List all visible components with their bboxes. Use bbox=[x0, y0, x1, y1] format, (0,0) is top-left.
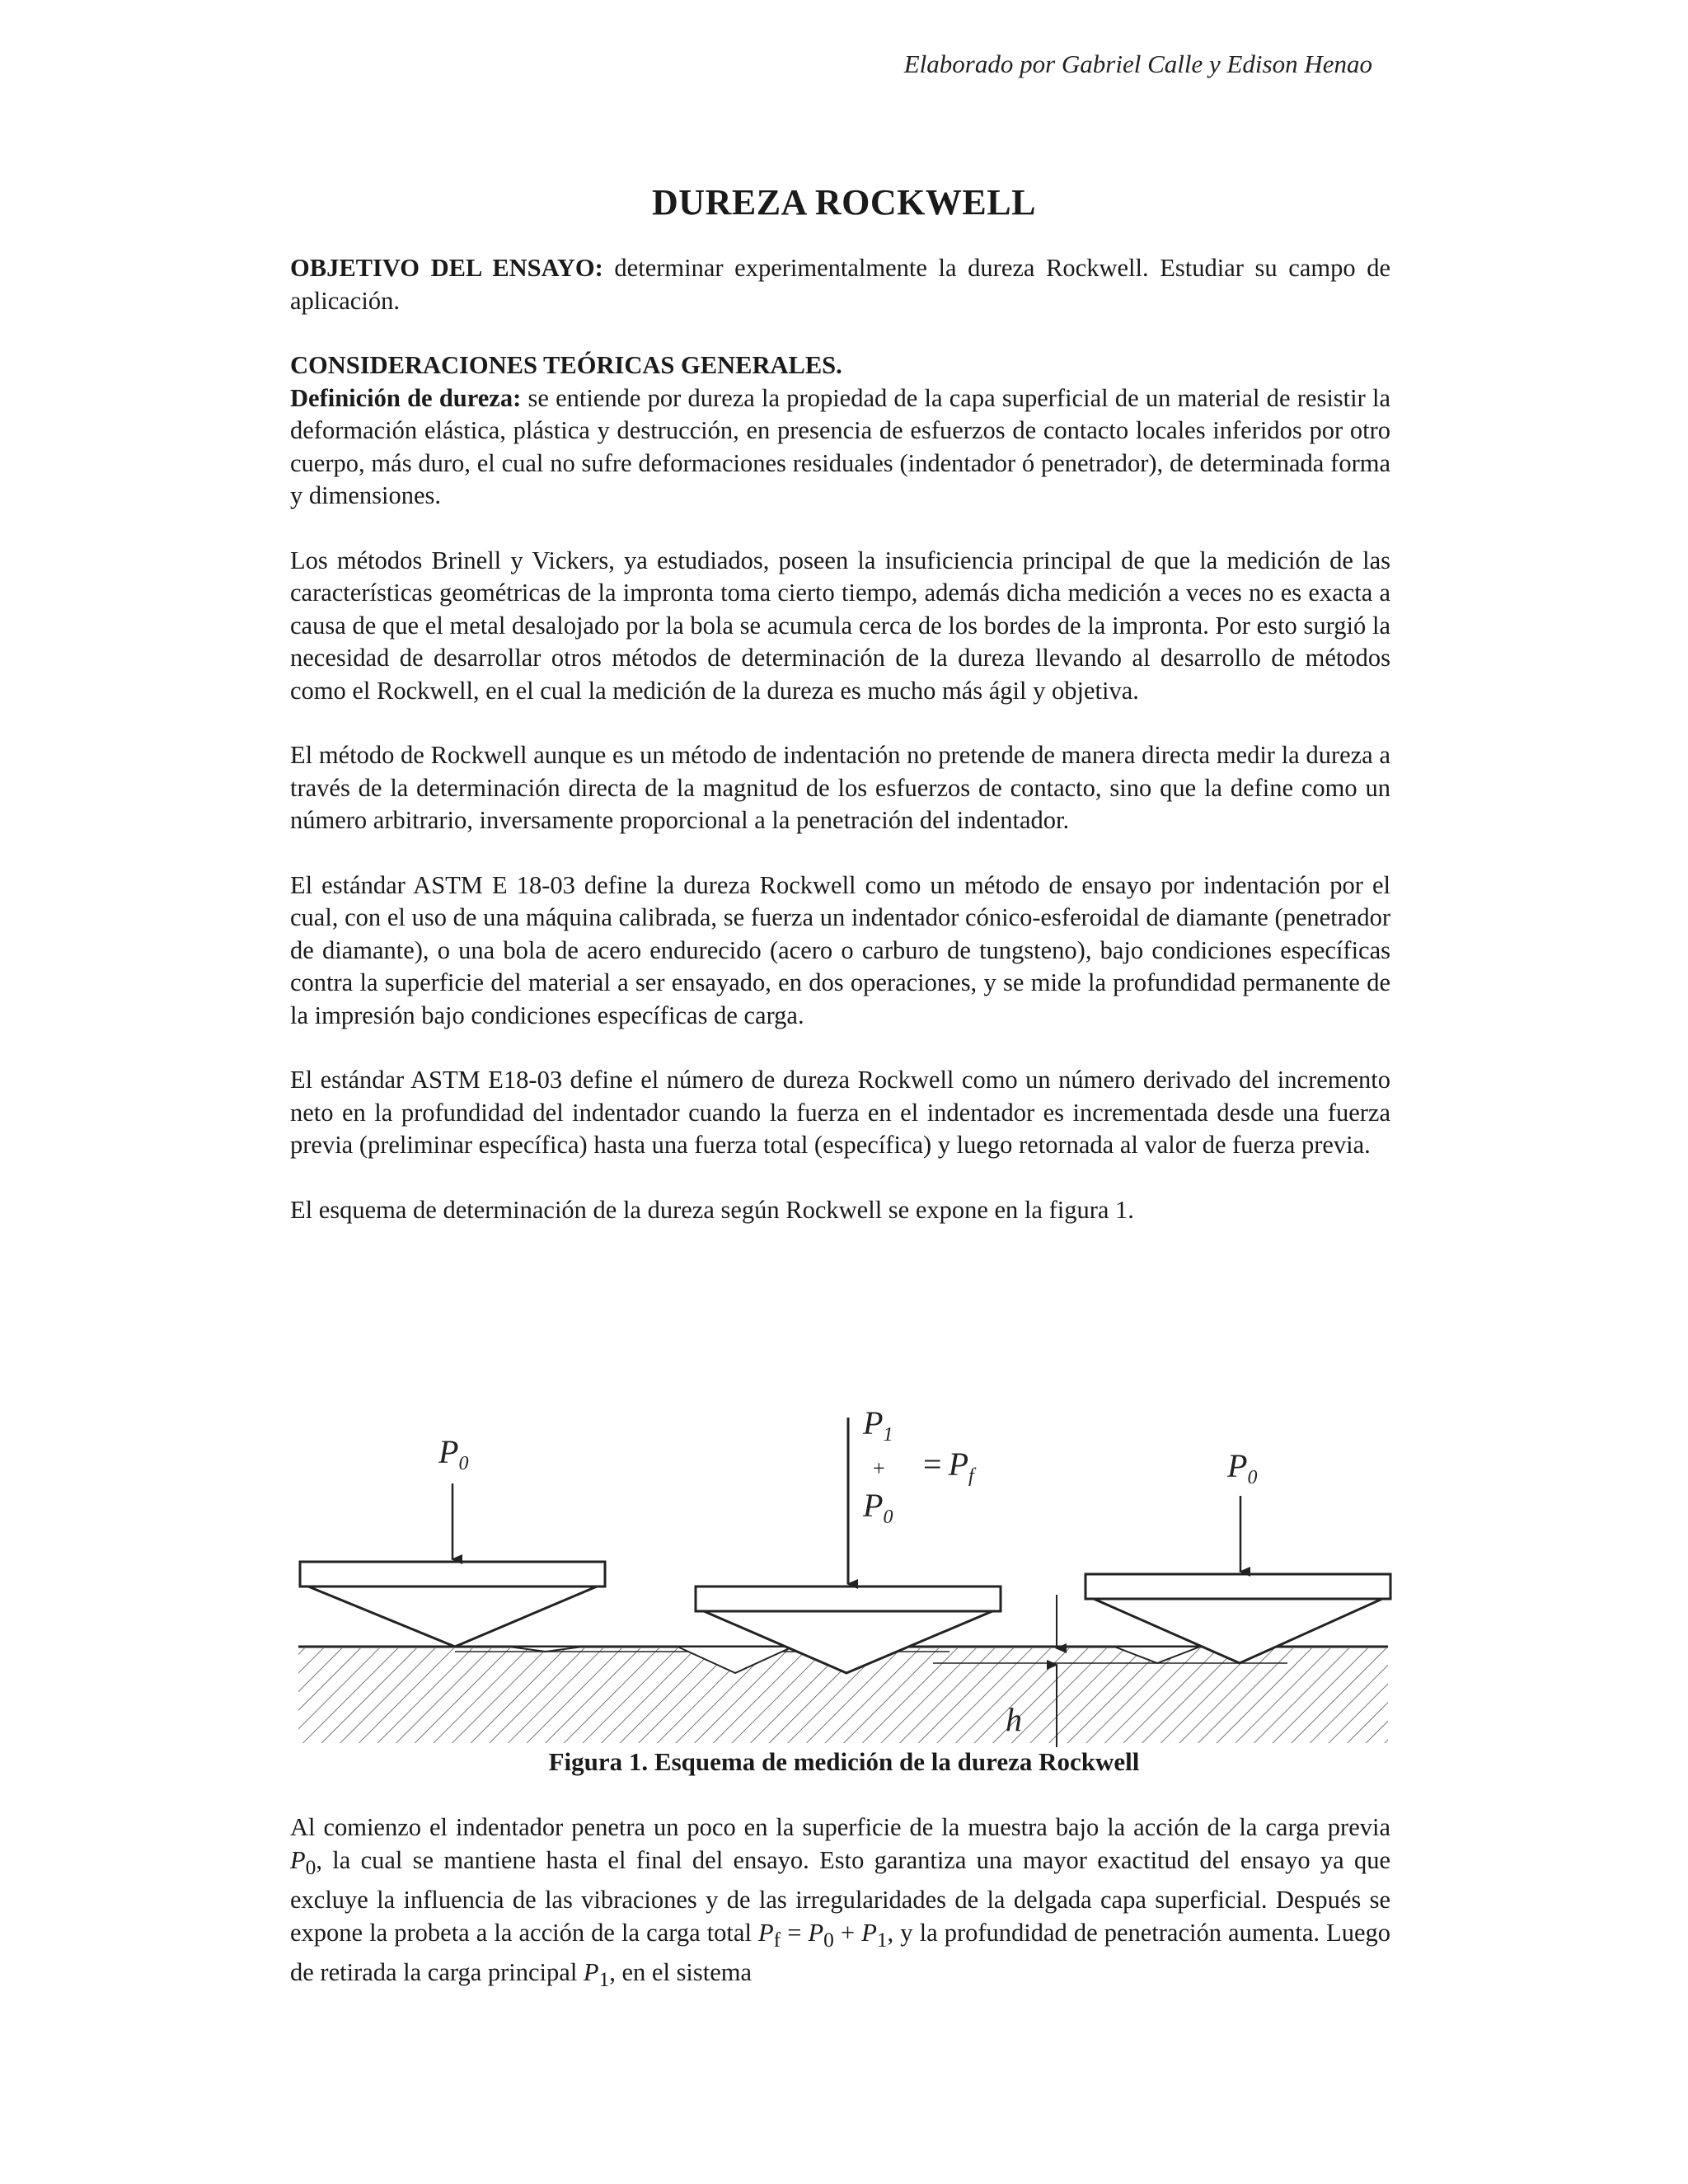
body-text-continued bbox=[290, 1811, 1390, 1997]
indenter-3-plate bbox=[1085, 1574, 1390, 1599]
indenter-2-plate bbox=[696, 1586, 1001, 1611]
label-pf: = $P_f$ bbox=[923, 1446, 974, 1487]
paragraph: El esquema de determinación de la dureza según Rockwell se expone en la figura 1. bbox=[290, 1195, 1134, 1224]
definition-label: Definición de dureza: bbox=[290, 383, 522, 412]
label-h: h bbox=[1006, 1701, 1022, 1738]
objective-paragraph bbox=[290, 252, 1390, 317]
label-plus: + bbox=[873, 1456, 885, 1480]
label-p0-right: $P_0$ bbox=[1227, 1447, 1258, 1488]
final-paragraph: Al comienzo el indentador penetra un poco en la superficie de la muestra bajo la acción de la carga previa $P_0$, la cual se mantiene hasta el final del ensayo. Esto garantiza una mayor exactitud del ensayo ya que excluye la influencia de las vibraciones y de las irregularidades de la delgada capa superficial. Después se expone la probeta a la acción de la carga total $P_f = P_0 + P_1$, y la profundidad de penetración aumenta. Luego de retirada la carga principal $P_1$, en el sistema bbox=[290, 1813, 1390, 1992]
paragraph: El estándar ASTM E 18-03 define la dureza Rockwell como un método de ensayo por indentación por el cual, con el uso de una máquina calibrada, se fuerza un indentador cónico-esferoidal de diamante (penetrador de diamante), o una bola de acero endurecido (acero o carburo de tungsteno), bajo condiciones específicas contra la superficie del material a ser ensayado, en dos operaciones, y se mide la profundidad permanente de la impresión bajo condiciones específicas de carga. bbox=[290, 870, 1390, 1029]
page-title: DUREZA ROCKWELL bbox=[652, 182, 1036, 223]
indenter-1-plate bbox=[300, 1562, 605, 1586]
objective-label: OBJETIVO DEL ENSAYO: bbox=[290, 254, 603, 282]
rockwell-figure bbox=[290, 1401, 1395, 1755]
section-heading: CONSIDERACIONES TEÓRICAS GENERALES. bbox=[290, 351, 842, 379]
figure-caption: Figura 1. Esquema de medición de la dureza Rockwell bbox=[548, 1747, 1140, 1776]
paragraph: El estándar ASTM E18-03 define el número de dureza Rockwell como un número derivado del incremento neto en la profundidad del indentador cuando la fuerza en el indentador es incrementada desde una fuerza previa (preliminar específica) hasta una fuerza total (específica) y luego retornada al valor de fuerza previa. bbox=[290, 1066, 1390, 1159]
objective-text: determinar experimentalmente la dureza Rockwell. Estudiar su campo de aplicación. bbox=[290, 254, 1391, 315]
indenter-1-cone bbox=[308, 1586, 597, 1647]
paragraph: Los métodos Brinell y Vickers, ya estudiados, poseen la insuficiencia principal de que la medición de las características geométricas de la impronta toma cierto tiempo, además dicha medición a veces no es exacta a causa de que el metal desalojado por la bola se acumula cerca de los bordes de la impronta. Por esto surgió la necesidad de desarrollar otros métodos de determinación de la dureza llevando al desarrollo de métodos como el Rockwell, en el cual la medición de la dureza es mucho más ágil y objetiva. bbox=[290, 546, 1390, 705]
rockwell-diagram bbox=[290, 1401, 1395, 1755]
definition-paragraph bbox=[290, 382, 1390, 513]
label-p1: $P_1$ bbox=[863, 1404, 893, 1446]
page-header: Elaborado por Gabriel Calle y Edison Henao bbox=[903, 49, 1372, 78]
body-text bbox=[290, 252, 1390, 1258]
paragraph: El método de Rockwell aunque es un método de indentación no pretende de manera directa medir la dureza a través de la determinación directa de la magnitud de los esfuerzos de contacto, sino que la define como un número arbitrario, inversamente proporcional a la penetración del indentador. bbox=[290, 741, 1390, 834]
label-p0-left: $P_0$ bbox=[438, 1433, 469, 1474]
definition-text: se entiende por dureza la propiedad de la capa superficial de un material de resistir la deformación elástica, plástica y destrucción, en presencia de esfuerzos de contacto locales inferidos por otro cuerpo, más duro, el cual no sufre deformaciones residuales (indentador ó penetrador), de determinada forma y dimensiones. bbox=[290, 383, 1391, 509]
label-p0-middle: $P_0$ bbox=[863, 1487, 893, 1528]
